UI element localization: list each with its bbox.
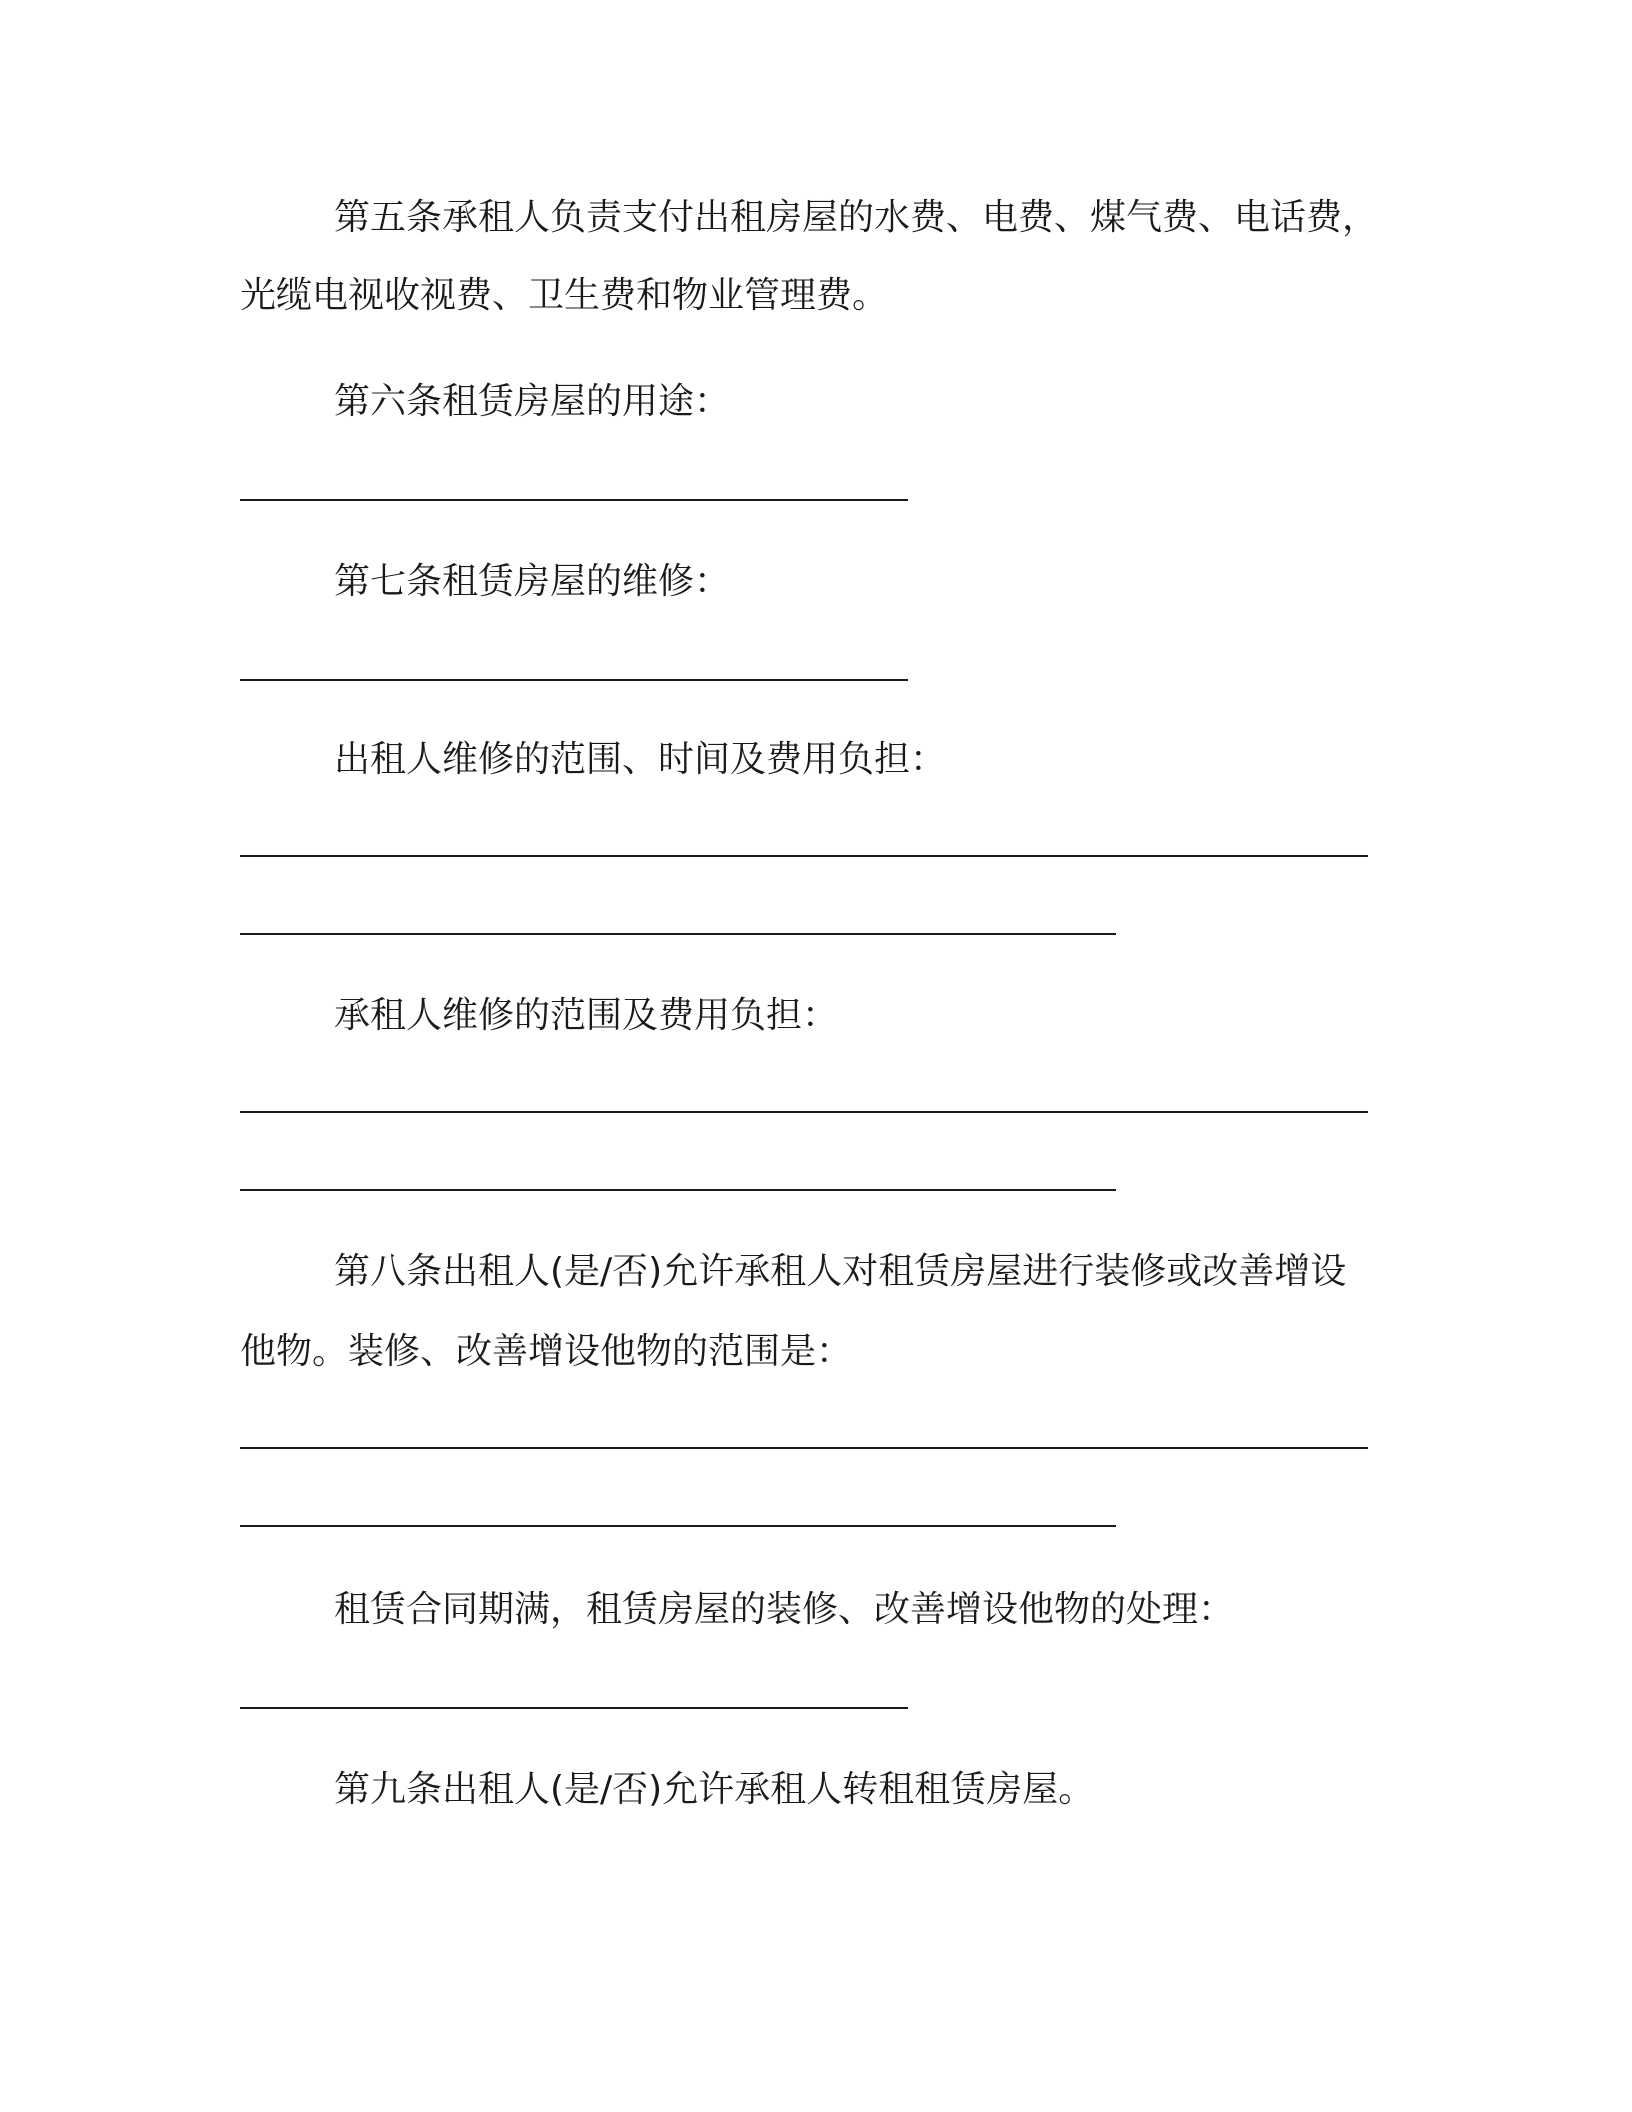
article-5-line-2: 光缆电视收视费、卫生费和物业管理费。 bbox=[240, 275, 889, 316]
article-9-heading: 第九条出租人(是/否)允许承租人转租租赁房屋。 bbox=[334, 1769, 1095, 1810]
lessor-repair-blank-line-1 bbox=[240, 855, 1368, 857]
article-7-heading: 第七条租赁房屋的维修： bbox=[334, 561, 731, 602]
lessor-repair-heading: 出租人维修的范围、时间及费用负担： bbox=[334, 739, 947, 780]
lessee-repair-heading: 承租人维修的范围及费用负担： bbox=[334, 995, 839, 1036]
article-8-line-2: 他物。装修、改善增设他物的范围是： bbox=[240, 1331, 853, 1372]
lessee-repair-blank-line-1 bbox=[240, 1111, 1368, 1113]
article-6-heading: 第六条租赁房屋的用途： bbox=[334, 381, 731, 422]
lessor-repair-blank-line-2 bbox=[240, 933, 1116, 935]
article-8-blank-line-1 bbox=[240, 1447, 1368, 1449]
expiry-blank-line bbox=[240, 1707, 908, 1709]
article-8-line-1: 第八条出租人(是/否)允许承租人对租赁房屋进行装修或改善增设 bbox=[334, 1251, 1347, 1292]
expiry-heading: 租赁合同期满，租赁房屋的装修、改善增设他物的处理： bbox=[334, 1589, 1235, 1630]
article-8-blank-line-2 bbox=[240, 1525, 1116, 1527]
article-6-blank-line bbox=[240, 499, 908, 501]
article-7-blank-line bbox=[240, 679, 908, 681]
article-5-line-1: 第五条承租人负责支付出租房屋的水费、电费、煤气费、电话费， bbox=[334, 197, 1379, 238]
lessee-repair-blank-line-2 bbox=[240, 1189, 1116, 1191]
